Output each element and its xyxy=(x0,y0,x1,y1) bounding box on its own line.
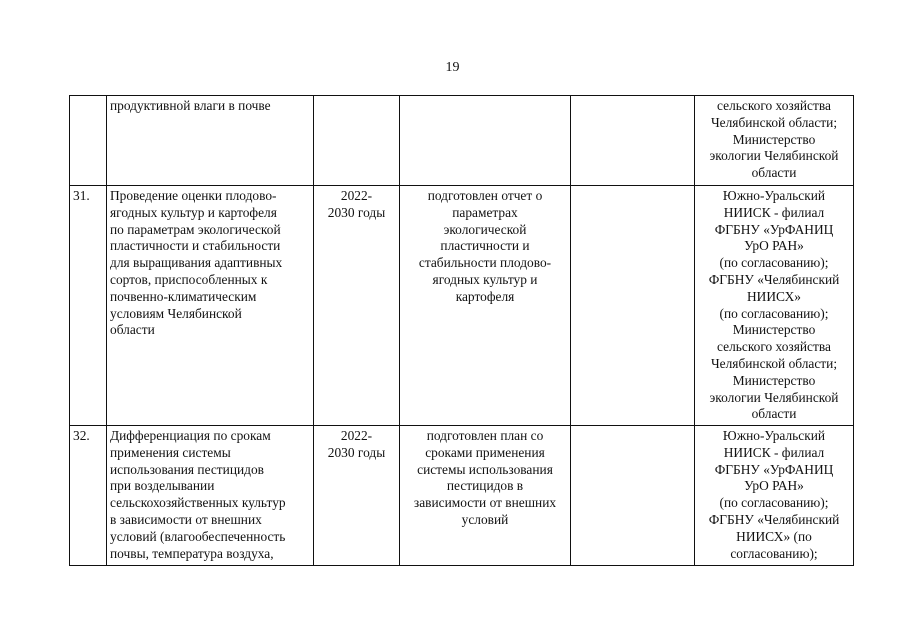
responsible-line: ФГБНУ «Челябинский xyxy=(708,511,840,527)
result-cell xyxy=(400,426,571,566)
responsible-line: УрО РАН» xyxy=(744,478,804,494)
responsible-line: (по согласованию); xyxy=(719,255,829,271)
result-line: подготовлен отчет о xyxy=(427,188,543,203)
result-line: пластичности и xyxy=(440,238,530,254)
responsible-line: Министерство xyxy=(732,372,816,388)
term-cell xyxy=(314,426,400,566)
activity-name: продуктивной влаги в почве xyxy=(110,98,271,113)
responsible-line: ФГБНУ «УрФАНИЦ xyxy=(714,461,834,477)
table-row xyxy=(70,186,854,426)
responsible-line: Министерство xyxy=(732,131,816,147)
extra-cell xyxy=(571,426,695,566)
responsible-line: сельского хозяйства xyxy=(717,98,831,113)
responsible-line: экологии Челябинской xyxy=(709,148,839,164)
result-cell xyxy=(400,186,571,426)
responsible-line: УрО РАН» xyxy=(744,238,804,254)
activity-name-line: использования пестицидов xyxy=(110,461,264,477)
activity-name-line: в зависимости от внешних xyxy=(110,511,262,527)
table-row xyxy=(70,426,854,566)
term-line: 2030 годы xyxy=(327,204,386,220)
extra-cell xyxy=(571,186,695,426)
responsible-line: (по согласованию); xyxy=(719,305,829,321)
activity-name-line: Проведение оценки плодово- xyxy=(110,188,277,203)
activity-name-line: применения системы xyxy=(110,444,231,460)
term-line: 2022- xyxy=(340,188,373,203)
result-line: ягодных культур и xyxy=(432,271,538,287)
activity-name-line: при возделывании xyxy=(110,478,215,494)
activity-name-line: по параметрам экологической xyxy=(110,221,281,237)
term-cell xyxy=(314,186,400,426)
row-number: 32. xyxy=(73,428,90,443)
result-line: параметрах xyxy=(452,204,518,220)
plan-table xyxy=(69,95,854,566)
result-line: условий xyxy=(461,511,509,527)
result-line: пестицидов в xyxy=(446,478,524,494)
term-line: 2030 годы xyxy=(327,444,386,460)
responsible-line: области xyxy=(751,165,797,181)
activity-name-line: сортов, приспособленных к xyxy=(110,271,268,287)
activity-name-line: для выращивания адаптивных xyxy=(110,255,283,271)
activity-name-line: условий (влагообеспеченность xyxy=(110,528,286,544)
responsible-line: НИИСХ» (по xyxy=(736,528,812,544)
row-number-cell xyxy=(70,186,107,426)
responsible-line: Южно-Уральский xyxy=(722,428,826,443)
responsible-line: Южно-Уральский xyxy=(722,188,826,203)
result-line: картофеля xyxy=(455,288,515,304)
responsible-line: НИИСХ» xyxy=(747,288,801,304)
responsible-line: Челябинской области; xyxy=(710,114,838,130)
activity-name-line: Дифференциация по срокам xyxy=(110,428,271,443)
responsible-cell xyxy=(695,426,854,566)
responsible-line: НИИСК - филиал xyxy=(723,204,825,220)
row-number-cell xyxy=(70,426,107,566)
activity-name-line: области xyxy=(110,322,155,338)
responsible-line: Министерство xyxy=(732,322,816,338)
responsible-line: согласованию); xyxy=(730,545,818,561)
responsible-line: области xyxy=(751,406,797,422)
activity-name-line: сельскохозяйственных культур xyxy=(110,495,286,511)
activity-name-line: почвенно-климатическим xyxy=(110,288,257,304)
result-cell xyxy=(400,96,571,186)
result-line: зависимости от внешних xyxy=(413,495,557,511)
responsible-line: Челябинской области; xyxy=(710,355,838,371)
activity-name-line: условиям Челябинской xyxy=(110,305,242,321)
term-cell xyxy=(314,96,400,186)
responsible-cell xyxy=(695,96,854,186)
activity-name-line: ягодных культур и картофеля xyxy=(110,204,277,220)
table-row xyxy=(70,96,854,186)
row-number-cell xyxy=(70,96,107,186)
activity-name-cell xyxy=(107,96,314,186)
extra-cell xyxy=(571,96,695,186)
responsible-line: (по согласованию); xyxy=(719,495,829,511)
activity-name-line: почвы, температура воздуха, xyxy=(110,545,274,561)
result-line: подготовлен план со xyxy=(426,428,544,443)
result-line: системы использования xyxy=(417,461,553,477)
result-line: сроками применения xyxy=(425,444,545,460)
responsible-line: экологии Челябинской xyxy=(709,389,839,405)
responsible-cell xyxy=(695,186,854,426)
activity-name-cell xyxy=(107,186,314,426)
responsible-line: НИИСК - филиал xyxy=(723,444,825,460)
result-line: стабильности плодово- xyxy=(418,255,552,271)
page-number: 19 xyxy=(445,60,460,75)
term-line: 2022- xyxy=(340,428,373,443)
responsible-line: ФГБНУ «Челябинский xyxy=(708,271,840,287)
result-line: экологической xyxy=(443,221,527,237)
responsible-line: ФГБНУ «УрФАНИЦ xyxy=(714,221,834,237)
activity-name-line: пластичности и стабильности xyxy=(110,238,281,254)
row-number: 31. xyxy=(73,188,90,203)
responsible-line: сельского хозяйства xyxy=(717,339,831,355)
activity-name-cell xyxy=(107,426,314,566)
